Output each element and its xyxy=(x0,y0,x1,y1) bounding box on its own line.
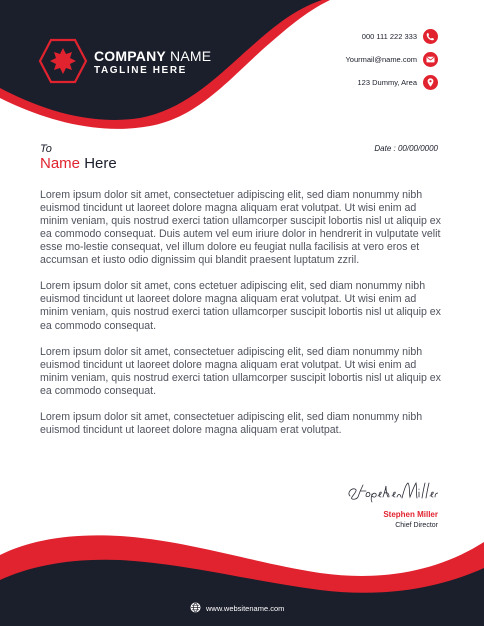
company-tagline: TAGLINE HERE xyxy=(94,65,187,76)
letter-date: Date : 00/00/0000 xyxy=(374,144,438,153)
signer-title: Chief Director xyxy=(395,522,438,529)
letter-body xyxy=(40,189,444,450)
phone-icon xyxy=(423,29,438,44)
recipient-first-name: Name xyxy=(40,155,81,172)
company-name xyxy=(94,48,211,64)
contact-address: 123 Dummy, Area xyxy=(357,78,417,87)
globe-icon xyxy=(190,602,201,613)
company-name-light: NAME xyxy=(170,48,212,64)
paragraph: Lorem ipsum dolor sit amet, cons ectetuer adipiscing elit, sed diam nonummy nibh euismod tincidunt ut laoreet dolore magna aliquam erat volutpat. Ut wisi enim ad minim veniam, quis nostrud exerci tation ullamcorper suscipit lobortis nisl ut aliquip ex ea commodo consequat. xyxy=(40,280,441,332)
recipient-name xyxy=(40,155,117,172)
mail-icon xyxy=(423,52,438,67)
recipient-last-name: Here xyxy=(84,155,117,172)
handwritten-signature xyxy=(344,478,438,504)
paragraph: Lorem ipsum dolor sit amet, consectetuer adipiscing elit, sed diam nonummy nibh euismod tincidunt ut laoreet dolore magna aliquam erat volutpat. Ut wisi enim ad minim veniam, quis nostrud exerci tation ullamcorper suscipit lobortis nisl ut aliquip ex ea commodo consequat. xyxy=(40,345,441,397)
footer-website[interactable]: www.websitename.com xyxy=(206,604,285,613)
contact-phone: 000 111 222 333 xyxy=(361,32,417,41)
to-label: To xyxy=(40,143,52,155)
signer-name: Stephen Miller xyxy=(383,510,438,519)
paragraph: Lorem ipsum dolor sit amet, consectetuer adipiscing elit, sed diam nonummy nibh euismod tincidunt ut laoreet dolore magna aliquam erat volutpat. Ut wisi enim ad minim veniam, quis nostrud exerci tation ullamcorper suscipit lobortis nisl ut aliquip ex ea commodo consequat. Duis autem vel eum iriure dolor in hendrerit in vulputate velit esse mo-lestie consequat, vel illum dolore eu feugiat nulla facilisis at vero eros et accumsan et iusto odio dignissim qui blandit praesent luptatum zzril. xyxy=(40,189,441,267)
location-pin-icon xyxy=(423,75,438,90)
contact-email: Yourmail@name.com xyxy=(345,55,417,64)
paragraph: Lorem ipsum dolor sit amet, consectetuer adipiscing elit, sed diam nonummy nibh euismod tincidunt ut laoreet dolore magna aliquam erat volutpat. xyxy=(40,410,423,436)
hexagon-star-logo xyxy=(38,38,88,84)
company-name-bold: COMPANY xyxy=(94,48,166,64)
